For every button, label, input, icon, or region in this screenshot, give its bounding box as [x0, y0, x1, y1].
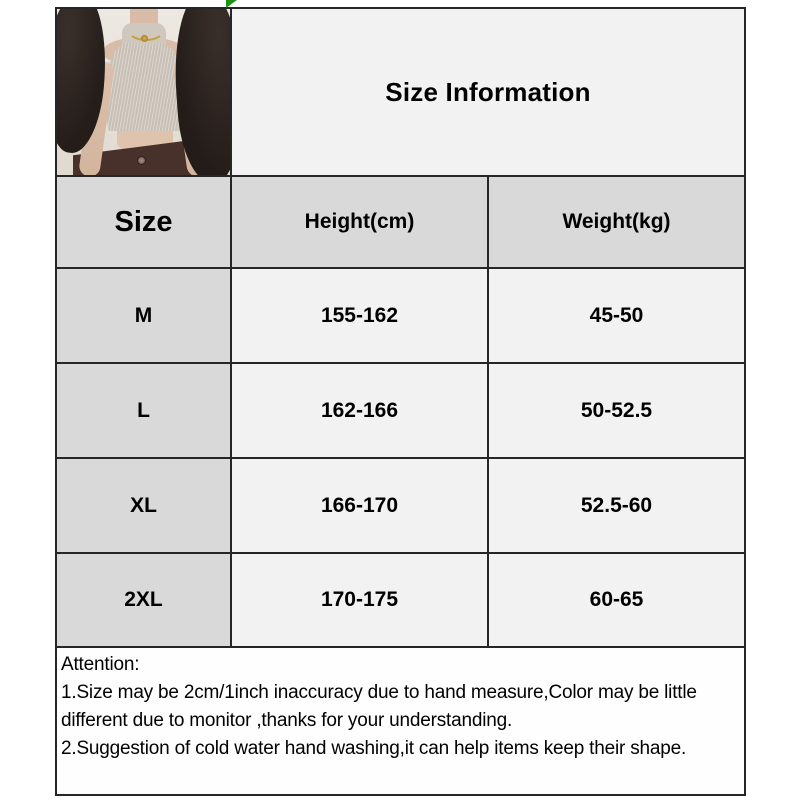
green-corner-mark: [226, 0, 237, 8]
page-title: Size Information: [232, 9, 744, 175]
column-header-height: Height(cm): [232, 177, 487, 267]
row-xl-size-label: XL: [57, 459, 230, 552]
row-xl-height: 166-170: [232, 459, 487, 552]
attention-line-1: 1.Size may be 2cm/1inch inaccuracy due to hand measure,Color may be little: [61, 682, 697, 703]
size-chart-table: [55, 7, 746, 648]
product-photo: [57, 9, 230, 175]
row-m-weight: 45-50: [489, 269, 744, 362]
row-m-size-label: M: [57, 269, 230, 362]
row-m-height: 155-162: [232, 269, 487, 362]
photo-crop-top: [101, 43, 187, 131]
column-header-size: Size: [57, 177, 230, 267]
row-2xl-size-label: 2XL: [57, 554, 230, 646]
photo-pants-button: [137, 156, 146, 165]
row-l-height: 162-166: [232, 364, 487, 457]
attention-line-3: 2.Suggestion of cold water hand washing,it can help items keep their shape.: [61, 738, 687, 759]
photo-necklace-pendant: [141, 35, 148, 42]
attention-heading: Attention:: [61, 654, 140, 675]
row-2xl-weight: 60-65: [489, 554, 744, 646]
row-l-size-label: L: [57, 364, 230, 457]
row-xl-weight: 52.5-60: [489, 459, 744, 552]
attention-note: [55, 648, 746, 796]
row-l-weight: 50-52.5: [489, 364, 744, 457]
row-2xl-height: 170-175: [232, 554, 487, 646]
column-header-weight: Weight(kg): [489, 177, 744, 267]
attention-line-2: different due to monitor ,thanks for your understanding.: [61, 710, 513, 731]
